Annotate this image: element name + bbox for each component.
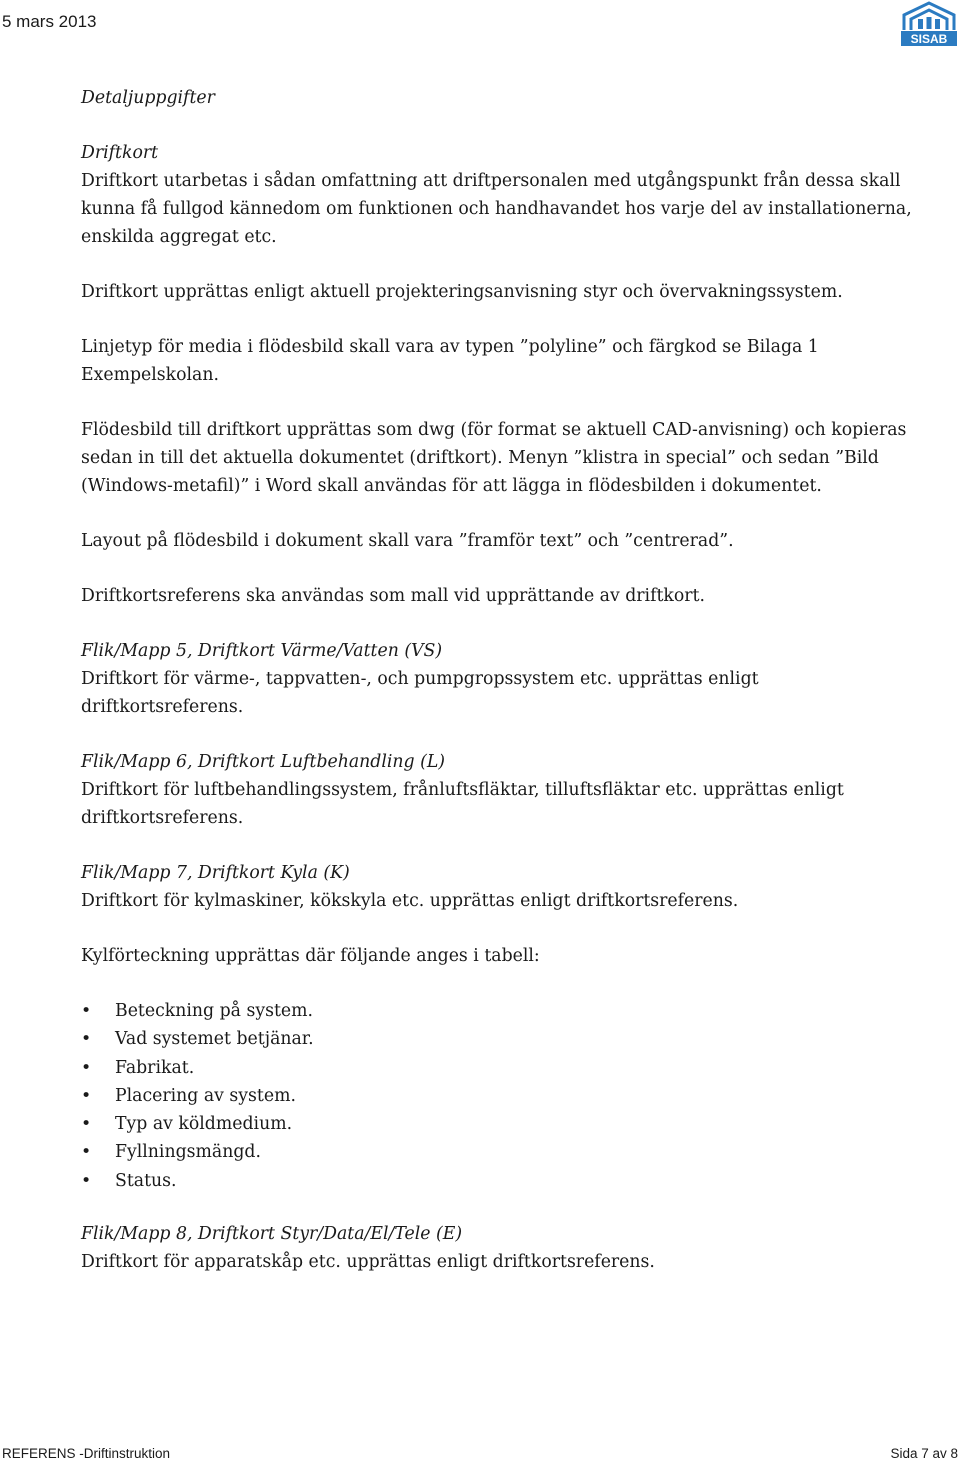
sisab-logo bbox=[898, 0, 960, 48]
section-title: Detaljuppgifter bbox=[81, 88, 215, 108]
list-item: • Fyllningsmängd. bbox=[81, 1138, 921, 1166]
flik5-text: Driftkort för värme-, tappvatten-, och pumpgropssystem etc. upprättas enligt driftkortsreferens. bbox=[81, 669, 759, 717]
header-date: 5 mars 2013 bbox=[2, 12, 97, 31]
flik6-title: Flik/Mapp 6, Driftkort Luftbehandling (L) bbox=[81, 752, 446, 772]
flik7-text: Driftkort för kylmaskiner, kökskyla etc. upprättas enligt driftkortsreferens. bbox=[81, 891, 739, 911]
flik7-title: Flik/Mapp 7, Driftkort Kyla (K) bbox=[81, 863, 350, 883]
paragraph-5: Layout på flödesbild i dokument skall vara ”framför text” och ”centrerad”. bbox=[81, 531, 734, 551]
document-body bbox=[81, 84, 921, 1276]
list-item: • Fabrikat. bbox=[81, 1054, 921, 1082]
kyl-list bbox=[81, 997, 921, 1195]
flik5-title: Flik/Mapp 5, Driftkort Värme/Vatten (VS) bbox=[81, 641, 443, 661]
paragraph-6: Driftkortsreferens ska användas som mall vid upprättande av driftkort. bbox=[81, 586, 705, 606]
list-item: • Vad systemet betjänar. bbox=[81, 1025, 921, 1053]
list-item: • Typ av köldmedium. bbox=[81, 1110, 921, 1138]
paragraph-2: Driftkort upprättas enligt aktuell projekteringsanvisning styr och övervakningssystem. bbox=[81, 282, 843, 302]
flik8-title: Flik/Mapp 8, Driftkort Styr/Data/El/Tele (E) bbox=[81, 1224, 463, 1245]
logo-text: SISAB bbox=[910, 32, 948, 46]
list-item: • Placering av system. bbox=[81, 1082, 921, 1110]
footer-page-number: Sida 7 av 8 bbox=[890, 1446, 958, 1461]
kyl-intro: Kylförteckning upprättas där följande anges i tabell: bbox=[81, 946, 540, 966]
paragraph-1: Driftkort utarbetas i sådan omfattning att driftpersonalen med utgångspunkt från dessa skall kunna få fullgod kännedom om funktionen och handhavandet hos varje del av installationerna, enskilda aggregat etc. bbox=[81, 171, 912, 247]
flik8-text: Driftkort för apparatskåp etc. upprättas enligt driftkortsreferens. bbox=[81, 1252, 655, 1273]
paragraph-4: Flödesbild till driftkort upprättas som dwg (för format se aktuell CAD-anvisning) och kopieras sedan in till det aktuella dokumentet (driftkort). Menyn ”klistra in special” och sedan ”Bild (Windows-metafil)” i Word skall användas för att lägga in flödesbilden i dokumentet. bbox=[81, 420, 907, 496]
driftkort-heading: Driftkort bbox=[81, 143, 159, 163]
footer-document-name: REFERENS -Driftinstruktion bbox=[2, 1446, 171, 1461]
flik6-text: Driftkort för luftbehandlingssystem, frånluftsfläktar, tilluftsfläktar etc. upprättas enligt driftkortsreferens. bbox=[81, 780, 844, 828]
list-item: • Status. bbox=[81, 1167, 921, 1195]
paragraph-3: Linjetyp för media i flödesbild skall vara av typen ”polyline” och färgkod se Bilaga 1 Exempelskolan. bbox=[81, 337, 819, 385]
list-item: • Beteckning på system. bbox=[81, 997, 921, 1025]
